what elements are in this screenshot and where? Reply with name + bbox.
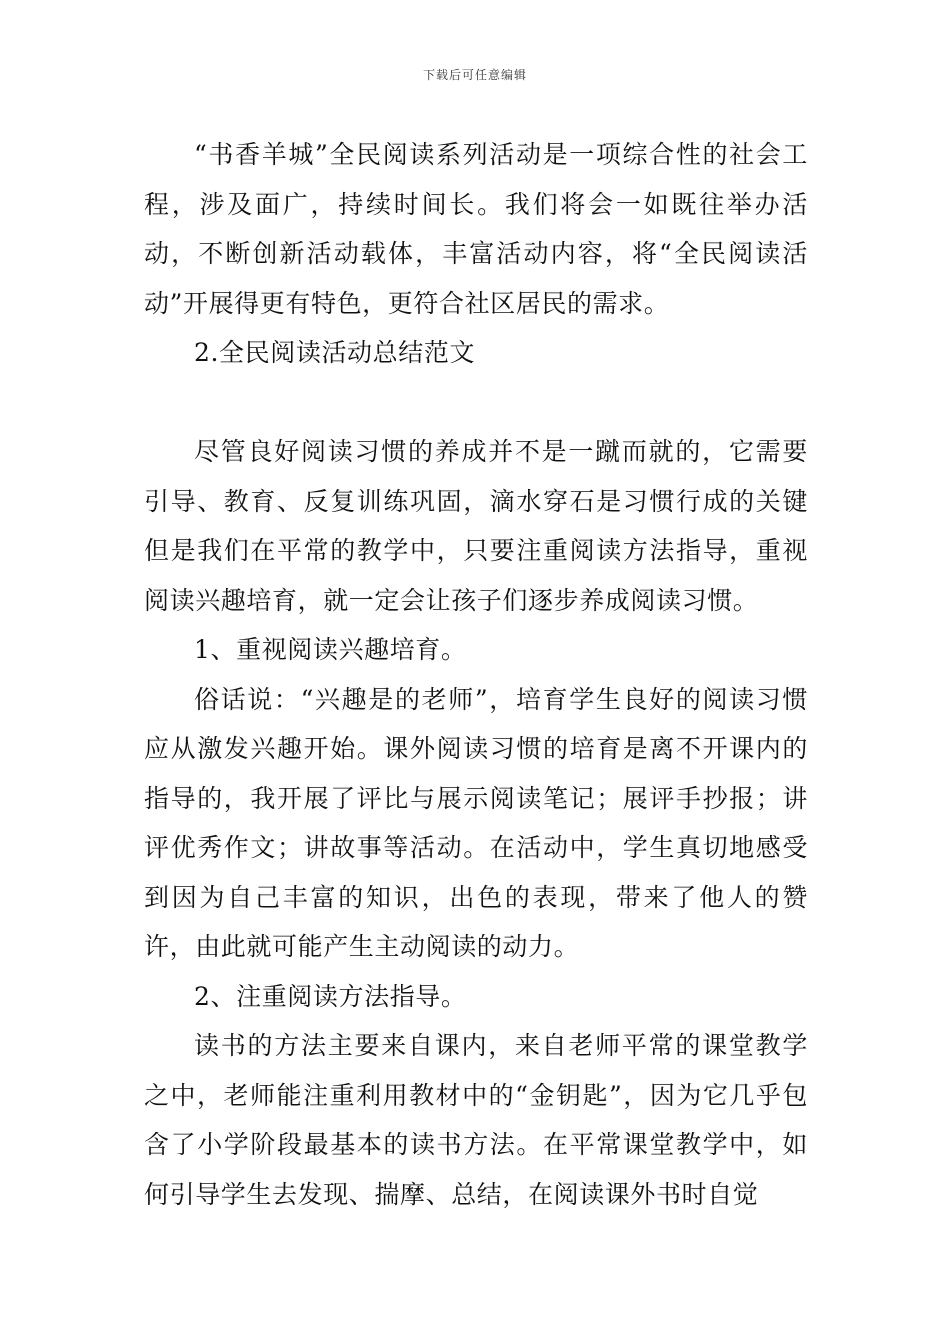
section-heading: 2.全民阅读活动总结范文 <box>194 338 476 367</box>
subheading-interest: 1、重视阅读兴趣培育。 <box>194 635 467 664</box>
paragraph-interest: 俗话说：“兴趣是的老师”，培育学生良好的阅读习惯应从激发兴趣开始。课外阅读习惯的培育是离不开课内的指导的，我开展了评比与展示阅读笔记；展评手抄报；讲评优秀作文；讲故事等活动。在活动中，学生真切地感受到因为自己丰富的知识，出色的表现，带来了他人的赞许，由此就可能产生主动阅读的动力。 <box>144 684 808 961</box>
paragraph-method: 读书的方法主要来自课内，来自老师平常的课堂教学之中，老师能注重利用教材中的“金钥匙”，因为它几乎包含了小学阶段最基本的读书方法。在平常课堂教学中，如何引导学生去发现、揣摩、总结，在阅读课外书时自觉 <box>144 1031 808 1209</box>
paragraph-habits: 尽管良好阅读习惯的养成并不是一蹴而就的，它需要引导、教育、反复训练巩固，滴水穿石是习惯行成的关键但是我们在平常的教学中，只要注重阅读方法指导，重视阅读兴趣培育，就一定会让孩子们逐步养成阅读习惯。 <box>144 437 808 615</box>
subheading-method: 2、注重阅读方法指导。 <box>194 981 467 1011</box>
document-body <box>144 130 808 1219</box>
page-header-note: 下载后可任意编辑 <box>422 68 527 82</box>
paragraph-intro: “书香羊城”全民阅读系列活动是一项综合性的社会工程，涉及面广，持续时间长。我们将会一如既往举办活动，不断创新活动载体，丰富活动内容，将“全民阅读活动”开展得更有特色，更符合社区居民的需求。 <box>144 140 808 318</box>
blank-line <box>144 378 808 428</box>
